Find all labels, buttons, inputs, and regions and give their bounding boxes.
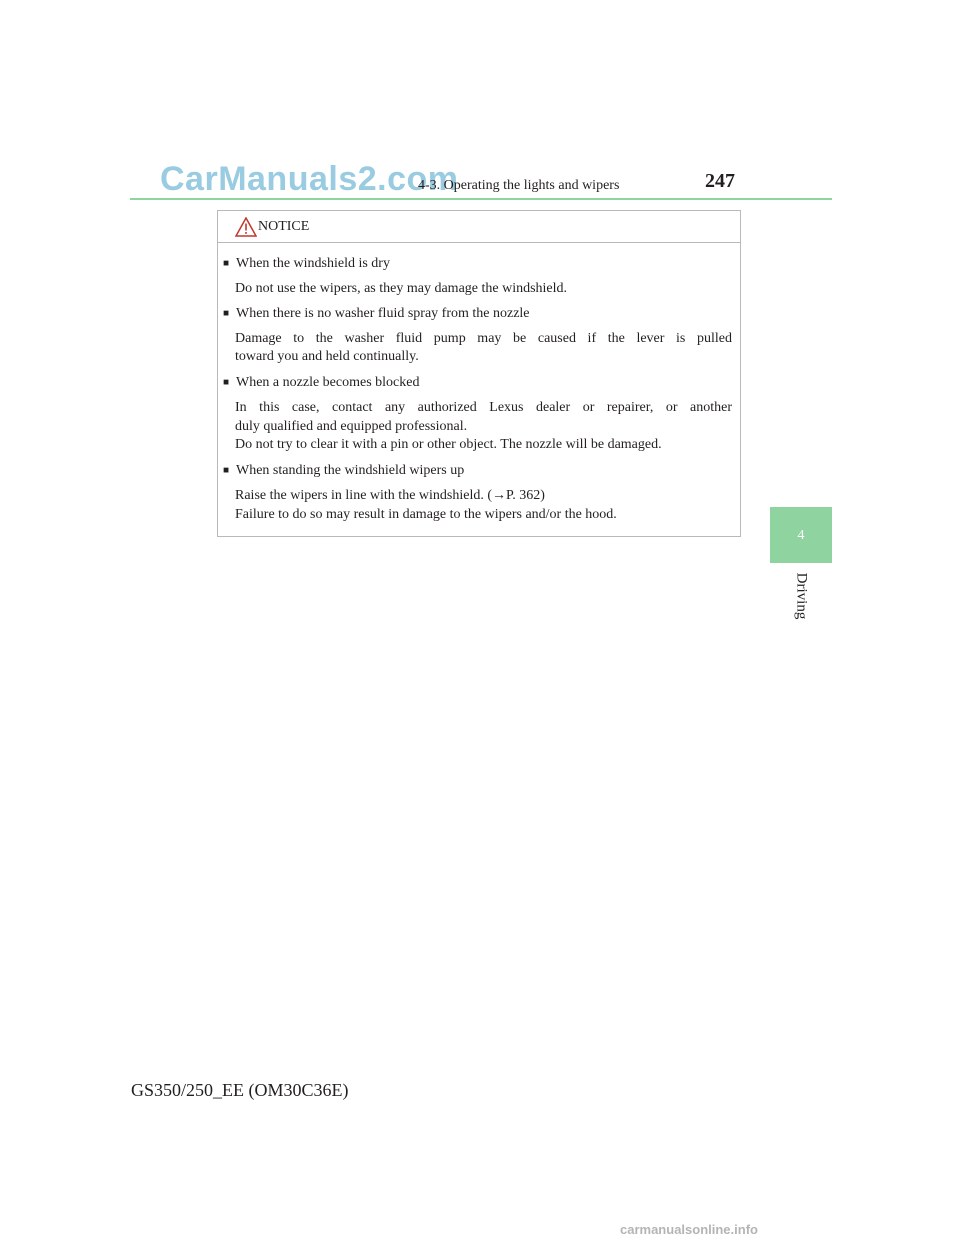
watermark-top: CarManuals2.com bbox=[160, 160, 459, 198]
notice-header bbox=[218, 211, 740, 243]
text-line: In this case, contact any authorized Lexus dealer or repairer, or another bbox=[235, 400, 732, 415]
notice-item-text bbox=[235, 436, 732, 453]
square-bullet-icon: ■ bbox=[223, 377, 230, 388]
chapter-number: 4 bbox=[797, 528, 805, 543]
notice-item-text bbox=[235, 330, 732, 347]
notice-item-text bbox=[235, 487, 732, 504]
text-line: Failure to do so may result in damage to the wipers and/or the hood. bbox=[235, 507, 617, 522]
notice-item-text bbox=[235, 348, 732, 365]
chapter-label: Driving bbox=[793, 572, 810, 620]
notice-item-heading bbox=[223, 375, 419, 391]
notice-item-heading-text: When standing the windshield wipers up bbox=[236, 463, 465, 478]
footer-model: GS350/250_EE (OM30C36E) bbox=[131, 1080, 349, 1100]
text-line: duly qualified and equipped professional. bbox=[235, 419, 468, 434]
notice-item-text bbox=[235, 506, 732, 523]
text-line: Raise the wipers in line with the windshield. (→P. 362) bbox=[235, 488, 545, 503]
square-bullet-icon: ■ bbox=[223, 258, 230, 269]
notice-title: NOTICE bbox=[258, 219, 310, 234]
notice-item-heading-text: When a nozzle becomes blocked bbox=[236, 375, 420, 390]
square-bullet-icon: ■ bbox=[223, 465, 230, 476]
text-line: Do not use the wipers, as they may damage the windshield. bbox=[235, 281, 568, 296]
text-line: Do not try to clear it with a pin or other object. The nozzle will be damaged. bbox=[235, 437, 662, 452]
notice-item-heading-text: When the windshield is dry bbox=[236, 256, 390, 271]
square-bullet-icon: ■ bbox=[223, 308, 230, 319]
section-title: 4-3. Operating the lights and wipers bbox=[418, 178, 620, 193]
header-rule bbox=[130, 198, 832, 200]
page-number: 247 bbox=[705, 170, 735, 192]
notice-item-text bbox=[235, 418, 732, 435]
notice-box bbox=[217, 210, 741, 537]
notice-item-heading bbox=[223, 256, 390, 272]
watermark-bottom: carmanualsonline.info bbox=[620, 1222, 758, 1237]
warning-triangle-icon bbox=[235, 217, 257, 237]
notice-item-text bbox=[235, 399, 732, 416]
notice-item-text bbox=[235, 280, 732, 297]
notice-item-heading bbox=[223, 306, 530, 322]
notice-item-heading-text: When there is no washer fluid spray from the nozzle bbox=[236, 306, 530, 321]
text-line: Damage to the washer fluid pump may be caused if the lever is pulled bbox=[235, 331, 732, 346]
notice-item-heading bbox=[223, 463, 464, 479]
text-line: toward you and held continually. bbox=[235, 349, 419, 364]
